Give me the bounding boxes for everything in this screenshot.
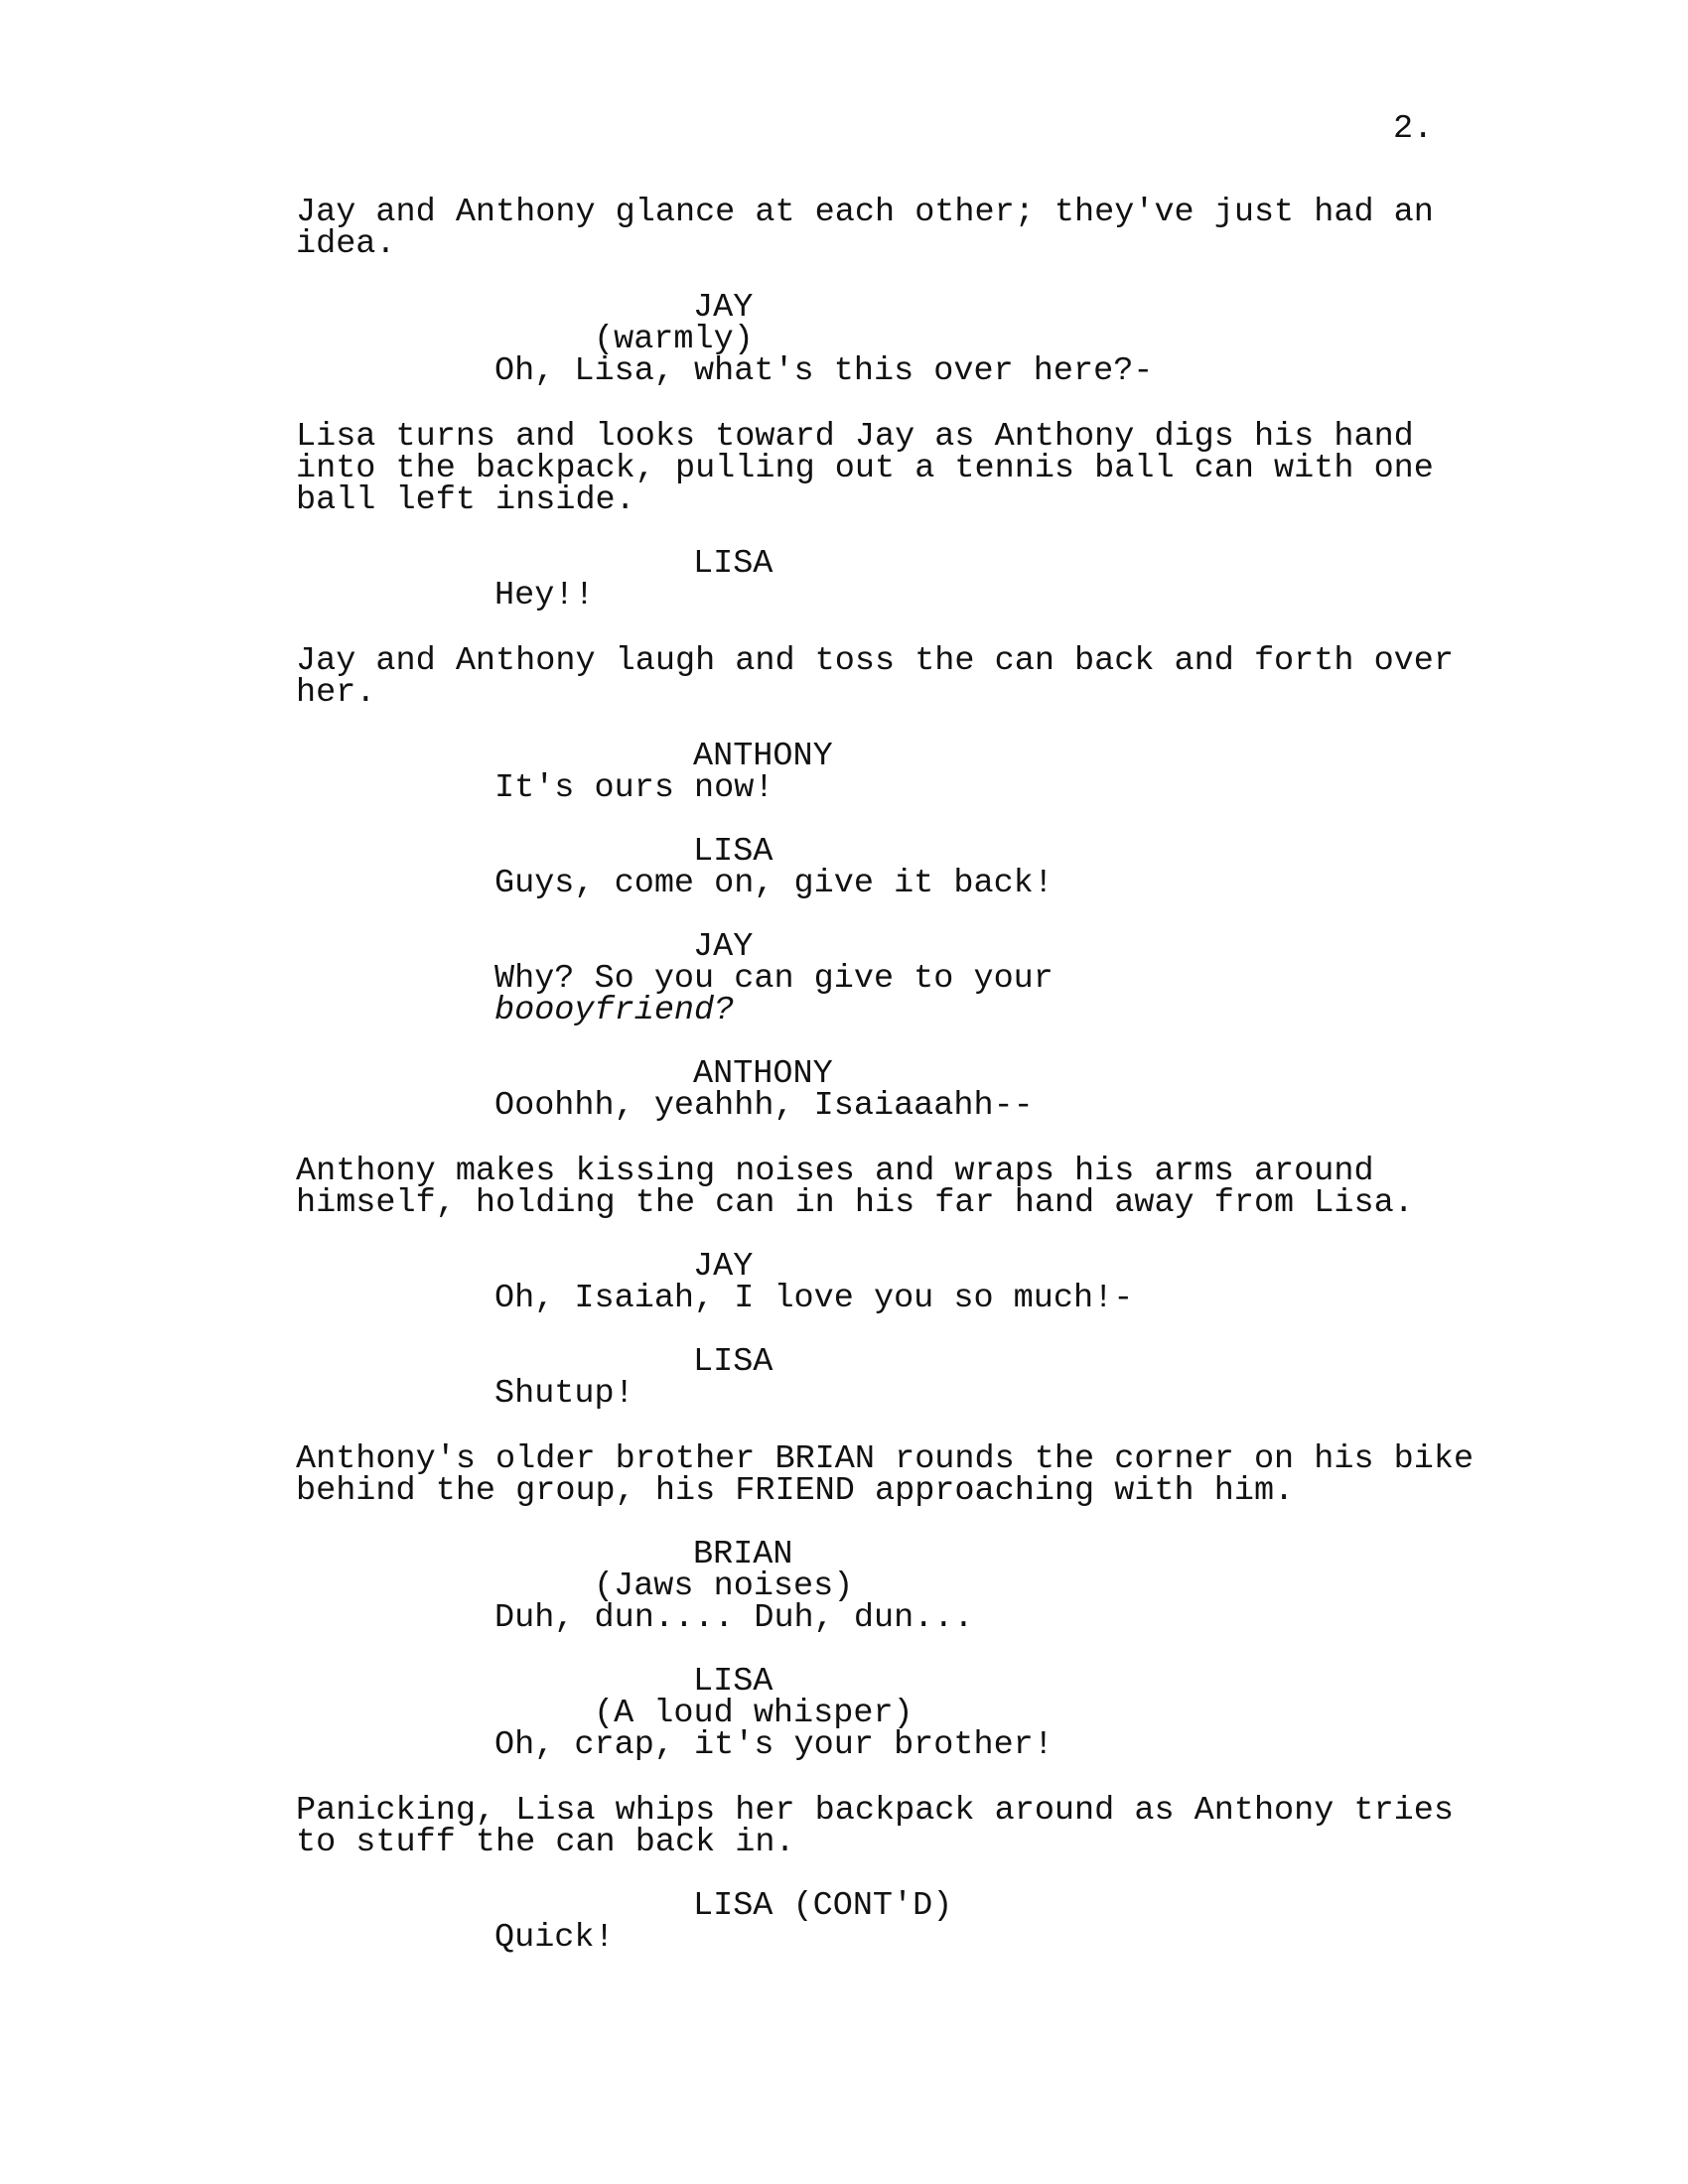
- dialogue-line: Ooohhh, yeahhh, Isaiaaahh--: [494, 1087, 1034, 1125]
- character-name: BRIAN: [693, 1536, 793, 1573]
- character-name: JAY: [693, 1248, 754, 1286]
- dialogue-line: Shutup!: [494, 1375, 634, 1413]
- dialogue-line: Oh, crap, it's your brother!: [494, 1726, 1054, 1764]
- action-line: Jay and Anthony laugh and toss the can back and forth over: [296, 642, 1454, 680]
- parenthetical: (A loud whisper): [594, 1695, 914, 1732]
- action-line: into the backpack, pulling out a tennis ball can with one: [296, 450, 1434, 487]
- action-line: Jay and Anthony glance at each other; they've just had an: [296, 194, 1434, 231]
- character-name: LISA: [693, 1663, 774, 1701]
- action-line: Panicking, Lisa whips her backpack around as Anthony tries: [296, 1792, 1454, 1830]
- dialogue-line: Guys, come on, give it back!: [494, 865, 1054, 902]
- dialogue-line: Oh, Isaiah, I love you so much!-: [494, 1280, 1134, 1317]
- character-name: LISA (CONT'D): [693, 1887, 953, 1925]
- action-line: ball left inside.: [296, 481, 635, 519]
- action-line: to stuff the can back in.: [296, 1824, 795, 1861]
- action-line: himself, holding the can in his far hand away from Lisa.: [296, 1184, 1414, 1222]
- action-line: her.: [296, 674, 376, 712]
- character-name: JAY: [693, 289, 754, 327]
- character-name: LISA: [693, 1343, 774, 1381]
- character-name: ANTHONY: [693, 738, 833, 775]
- dialogue-line-emphasis: boooyfriend?: [494, 992, 735, 1029]
- parenthetical: (warmly): [594, 321, 754, 358]
- action-line: idea.: [296, 225, 396, 263]
- dialogue-line: Quick!: [494, 1919, 615, 1957]
- dialogue-line: Hey!!: [494, 577, 595, 614]
- parenthetical: (Jaws noises): [594, 1568, 854, 1605]
- character-name: LISA: [693, 545, 774, 583]
- page-number: 2.: [1393, 110, 1434, 148]
- action-line: Lisa turns and looks toward Jay as Anthony digs his hand: [296, 418, 1414, 456]
- dialogue-line: Oh, Lisa, what's this over here?-: [494, 352, 1154, 390]
- dialogue-line: Duh, dun.... Duh, dun...: [494, 1599, 974, 1637]
- dialogue-line: It's ours now!: [494, 769, 774, 807]
- character-name: JAY: [693, 928, 754, 966]
- character-name: ANTHONY: [693, 1055, 833, 1093]
- action-line: behind the group, his FRIEND approaching with him.: [296, 1472, 1295, 1510]
- character-name: LISA: [693, 833, 774, 871]
- dialogue-line: Why? So you can give to your: [494, 960, 1054, 998]
- action-line: Anthony's older brother BRIAN rounds the corner on his bike: [296, 1440, 1475, 1478]
- action-line: Anthony makes kissing noises and wraps his arms around: [296, 1153, 1374, 1190]
